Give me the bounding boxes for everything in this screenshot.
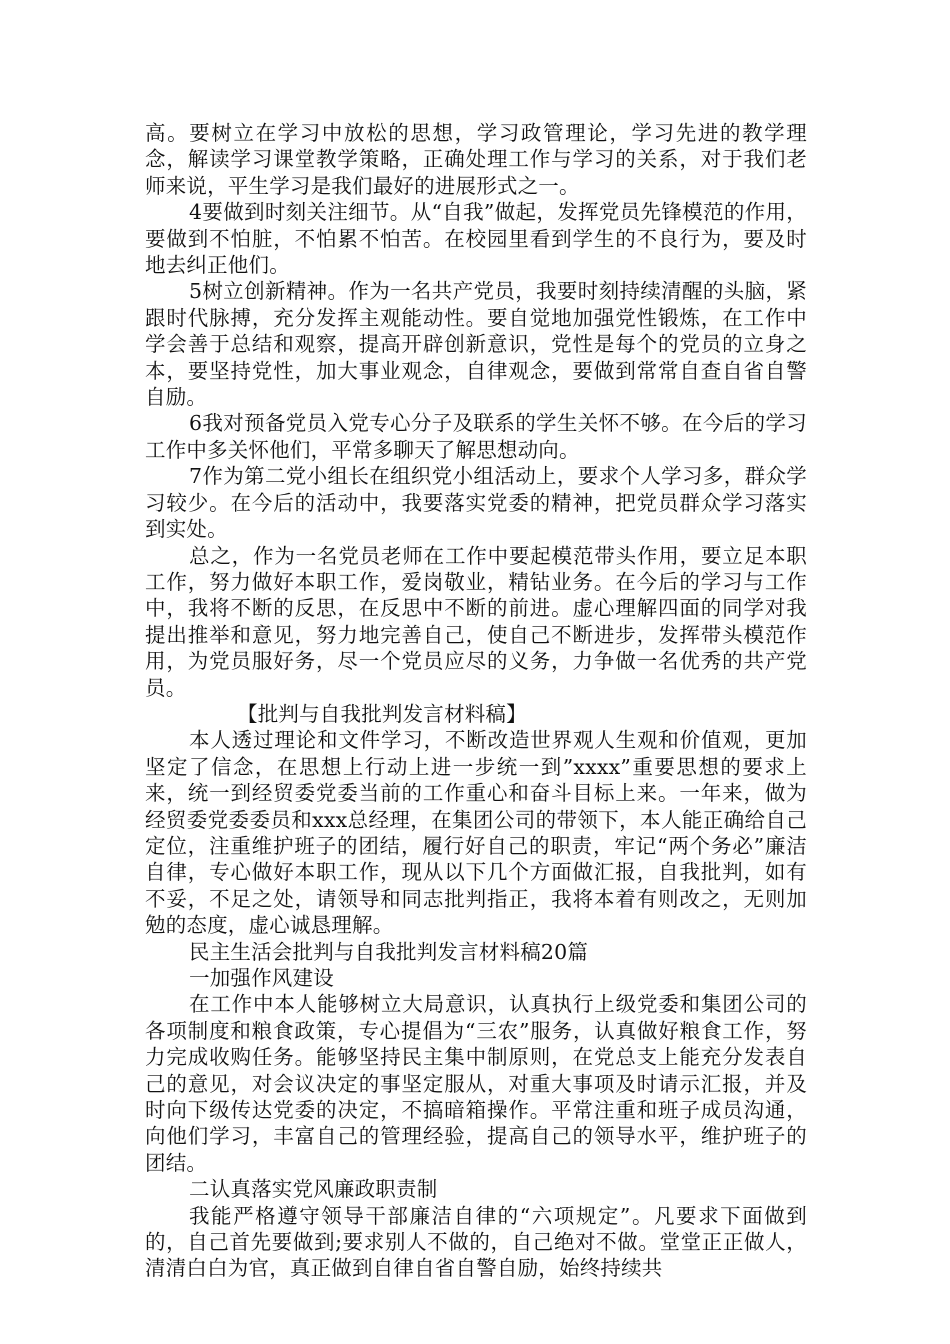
paragraph-intro: 本人透过理论和文件学习，不断改造世界观人生观和价值观，更加坚定了信念，在思想上行动上进一步统一到”xxxx”重要思想的要求上来，统一到经贸委党委当前的工作重心和奋斗目标上来。一年来，做为经贸委党委委员和xxx总经理，在集团公司的带领下，本人能正确给自己定位，注重维护班子的团结，履行好自己的职责，牢记“两个务必”廉洁自律，专心做好本职工作，现从以下几个方面做汇报，自我批判，如有不妥，不足之处，请领导和同志批判指正，我将本着有则改之，无则加勉的态度，虚心诚恳理解。 — [145, 728, 807, 938]
section-heading: 【批判与自我批判发言材料稿】 — [237, 701, 527, 726]
subtitle-line: 民主生活会批判与自我批判发言材料稿20篇 — [189, 939, 589, 964]
subheading-2: 二认真落实党风廉政职责制 — [189, 1177, 438, 1202]
subheading-1: 一加强作风建设 — [189, 966, 334, 990]
paragraph-item-4: 4要做到时刻关注细节。从“自我”做起，发挥党员先锋模范的作用，要做到不怕脏，不怕累不怕苦。在校园里看到学生的不良行为，要及时地去纠正他们。 — [145, 200, 807, 278]
document-body — [145, 120, 807, 1282]
paragraph-item-6: 6我对预备党员入党专心分子及联系的学生关怀不够。在今后的学习工作中多关怀他们，平常多聊天了解思想动向。 — [145, 411, 807, 462]
paragraph-item-7: 7作为第二党小组长在组织党小组活动上，要求个人学习多，群众学习较少。在今后的活动中，我要落实党委的精神，把党员群众学习落实到实处。 — [145, 464, 807, 542]
paragraph-section-2: 我能严格遵守领导干部廉洁自律的“六项规定”。凡要求下面做到的，自己首先要做到;要求别人不做的，自己绝对不做。堂堂正正做人，清清白白为官，真正做到自律自省自警自励，始终持续共 — [145, 1203, 807, 1281]
paragraph-section-1: 在工作中本人能够树立大局意识，认真执行上级党委和集团公司的各项制度和粮食政策，专心提倡为“三农”服务，认真做好粮食工作，努力完成收购任务。能够坚持民主集中制原则，在党总支上能充分发表自己的意见，对会议决定的事坚定服从，对重大事项及时请示汇报，并及时向下级传达党委的决定，不搞暗箱操作。平常注重和班子成员沟通，向他们学习，丰富自己的管理经验，提高自己的领导水平，维护班子的团结。 — [145, 992, 807, 1175]
paragraph-summary: 总之，作为一名党员老师在工作中要起模范带头作用，要立足本职工作，努力做好本职工作，爱岗敬业，精钻业务。在今后的学习与工作中，我将不断的反思，在反思中不断的前进。虚心理解四面的同学对我提出推举和意见，努力地完善自己，使自己不断进步，发挥带头模范作用，为党员服好务，尽一个党员应尽的义务，力争做一名优秀的共产党员。 — [145, 543, 807, 700]
paragraph-item-5: 5树立创新精神。作为一名共产党员，我要时刻持续清醒的头脑，紧跟时代脉搏，充分发挥主观能动性。要自觉地加强党性锻炼，在工作中学会善于总结和观察，提高开辟创新意识，党性是每个的党员的立身之本，要坚持党性，加大事业观念，自律观念，要做到常常自查自省自警自励。 — [145, 279, 807, 410]
paragraph: 高。要树立在学习中放松的思想，学习政管理论，学习先进的教学理念，解读学习课堂教学策略，正确处理工作与学习的关系，对于我们老师来说，平生学习是我们最好的进展形式之一。 — [145, 121, 807, 198]
